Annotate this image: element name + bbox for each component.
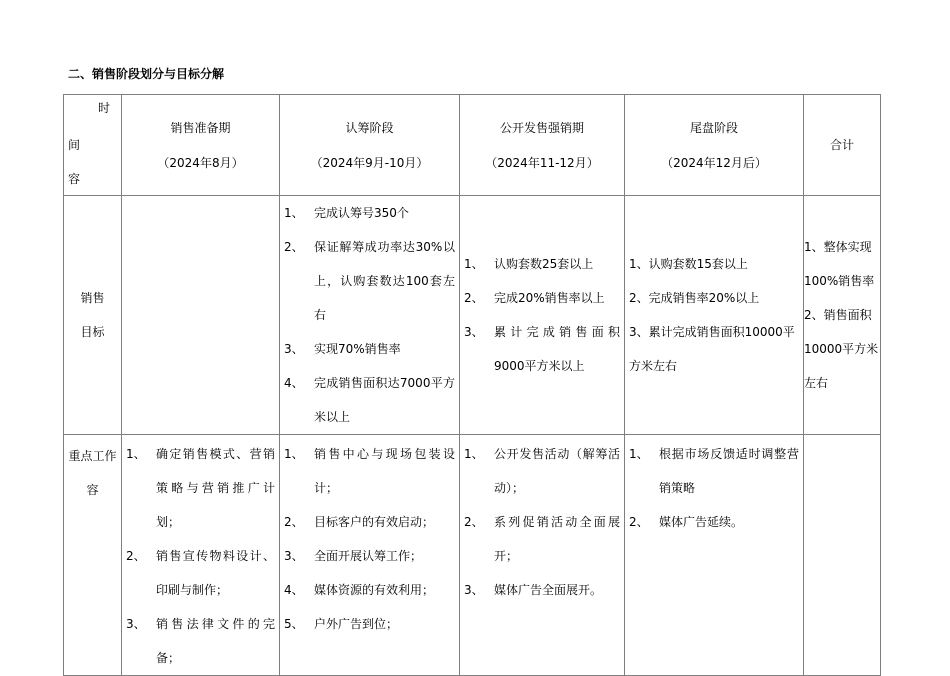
item-number: 3、 — [126, 617, 146, 631]
list-item — [460, 505, 624, 573]
item-text: 销售法律文件的完备； — [156, 617, 275, 665]
item-text: 媒体广告全面展开。 — [494, 583, 603, 597]
list-item — [625, 505, 803, 539]
stage-name: 公开发售强销期 — [499, 120, 584, 135]
stage-date: （2024年12月后） — [661, 155, 767, 170]
item-number: 1、 — [126, 447, 146, 461]
item-text: 媒体资源的有效利用； — [314, 583, 435, 597]
key-work-public-sale-cell — [460, 435, 625, 676]
list-item — [122, 437, 279, 539]
list-item — [122, 539, 279, 607]
list-item — [460, 573, 624, 607]
list-item — [280, 607, 459, 641]
header-stage-public-sale — [460, 95, 625, 196]
list-item — [625, 437, 803, 505]
item-number: 4、 — [284, 376, 304, 390]
header-stage-subscription — [280, 95, 460, 196]
item-text: 系列促销活动全面展开； — [494, 515, 620, 563]
list-item — [280, 332, 459, 366]
item-text: 销售中心与现场包装设计； — [314, 447, 455, 495]
list-item — [280, 573, 459, 607]
item-text: 目标客户的有效启动； — [314, 515, 435, 529]
sales-target-public-sale-cell — [460, 196, 625, 435]
header-stage-prep — [122, 95, 280, 196]
list-item: 3、累计完成销售面积10000平方米左右 — [629, 325, 795, 373]
item-number: 3、 — [464, 583, 484, 597]
item-text: 累计完成销售面积9000平方米以上 — [494, 325, 620, 373]
item-text: 保证解筹成功率达30%以上，认购套数达100套左右 — [314, 240, 455, 322]
item-number: 2、 — [284, 515, 304, 529]
item-text: 实现70%销售率 — [314, 342, 401, 356]
item-text: 完成销售面积达7000平方米以上 — [314, 376, 455, 424]
item-number: 3、 — [464, 325, 484, 339]
key-work-subscription-cell — [280, 435, 460, 676]
item-number: 1、 — [464, 447, 484, 461]
stage-name: 认筹阶段 — [345, 120, 394, 135]
item-text: 公开发售活动（解筹活动）； — [494, 447, 620, 495]
item-text: 销售宣传物料设计、印刷与制作； — [156, 549, 275, 597]
key-work-row — [64, 435, 881, 676]
item-number: 2、 — [629, 515, 649, 529]
sales-target-total-cell — [804, 196, 881, 435]
item-number: 1、 — [629, 447, 649, 461]
table-header-row — [64, 95, 881, 196]
item-number: 5、 — [284, 617, 304, 631]
list-item: 2、销售面积10000平方米左右 — [804, 308, 879, 390]
item-text: 确定销售模式、营销策略与营销推广计划； — [156, 447, 275, 529]
key-work-prep-cell — [122, 435, 280, 676]
item-text: 认购套数25套以上 — [494, 257, 594, 271]
stage-name: 尾盘阶段 — [689, 120, 738, 135]
key-work-label — [64, 435, 122, 676]
item-number: 1、 — [284, 206, 304, 220]
list-item — [280, 505, 459, 539]
header-total — [804, 95, 881, 196]
stage-date: （2024年9月-10月） — [310, 155, 429, 170]
list-item: 1、认购套数15套以上 — [629, 257, 748, 271]
list-item — [460, 437, 624, 505]
item-number: 2、 — [126, 549, 146, 563]
item-number: 2、 — [284, 240, 304, 254]
item-number: 1、 — [284, 447, 304, 461]
item-number: 3、 — [284, 342, 304, 356]
item-text: 全面开展认筹工作； — [314, 549, 423, 563]
list-item — [280, 539, 459, 573]
item-number: 1、 — [464, 257, 484, 271]
header-stage-final — [625, 95, 804, 196]
sales-plan-table — [63, 94, 881, 676]
stage-date: （2024年11-12月） — [485, 155, 599, 170]
corner-bottom-text: 容 — [68, 172, 81, 186]
item-number: 2、 — [464, 515, 484, 529]
key-work-total-cell — [804, 435, 881, 676]
list-item: 2、完成销售率20%以上 — [629, 291, 760, 305]
section-title: 二、销售阶段划分与目标分解 — [68, 67, 225, 81]
list-item — [280, 196, 459, 230]
row-label-text: 重点工作容 — [68, 449, 117, 497]
key-work-final-cell — [625, 435, 804, 676]
list-item — [460, 315, 624, 383]
sales-target-subscription-cell — [280, 196, 460, 435]
list-item: 1、整体实现100%销售率 — [804, 240, 875, 288]
sales-target-final-cell — [625, 196, 804, 435]
row-label-line: 销售 — [80, 291, 105, 305]
corner-middle-text: 间 — [68, 138, 81, 152]
item-text: 媒体广告延续。 — [659, 515, 744, 529]
item-text: 户外广告到位； — [314, 617, 399, 631]
sales-target-label — [64, 196, 122, 435]
total-header: 合计 — [829, 138, 854, 152]
row-label-line: 目标 — [80, 325, 105, 339]
item-number: 3、 — [284, 549, 304, 563]
item-number: 2、 — [464, 291, 484, 305]
list-item — [280, 366, 459, 434]
list-item — [460, 281, 624, 315]
corner-cell — [64, 95, 122, 196]
item-text: 根据市场反馈适时调整营销策略 — [659, 447, 799, 495]
list-item — [460, 247, 624, 281]
list-item — [280, 230, 459, 332]
list-item — [280, 437, 459, 505]
stage-date: （2024年8月） — [157, 155, 244, 170]
corner-top-text: 时 — [98, 101, 111, 115]
sales-target-row — [64, 196, 881, 435]
item-text: 完成20%销售率以上 — [494, 291, 605, 305]
list-item — [122, 607, 279, 675]
item-text: 完成认筹号350个 — [314, 206, 409, 220]
stage-name: 销售准备期 — [170, 120, 231, 135]
sales-target-prep-cell — [122, 196, 280, 435]
item-number: 4、 — [284, 583, 304, 597]
